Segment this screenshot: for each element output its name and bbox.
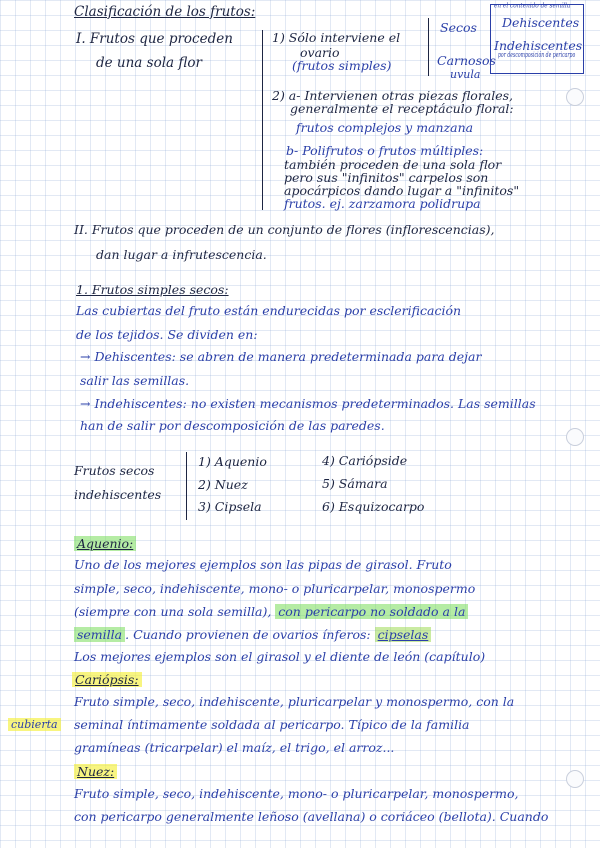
type-carnosos: Carnosos <box>437 53 496 68</box>
list-item: 6) Esquizocarpo <box>322 499 425 514</box>
item2a-line3: frutos complejos y manzana <box>296 120 474 135</box>
section3-heading: 1. Frutos simples secos: <box>76 282 229 297</box>
page-title: Clasificación de los frutos: <box>74 4 256 20</box>
indehiscentes-bracket <box>186 452 187 520</box>
item2a-line1: 2) a- Intervienen otras piezas florales, <box>272 88 514 103</box>
section3-p3-line1: → Indehiscentes: no existen mecanismos predeterminados. Las semillas <box>80 396 536 411</box>
aquenio-line3-highlight: con pericarpo no soldado a la <box>275 604 468 619</box>
cariopside-margin-word <box>8 718 61 731</box>
aquenio-line4-cipselas: cipselas <box>375 627 432 642</box>
section1-bracket <box>262 30 263 210</box>
nuez-line1: Fruto simple, seco, indehiscente, mono- o pluricarpelar, monospermo, <box>74 786 519 801</box>
aquenio-line5: Los mejores ejemplos son el girasol y el diente de león (capítulo) <box>74 649 486 664</box>
cariopside-line2: seminal íntimamente soldada al pericarpo. Típico de la familia <box>74 717 470 732</box>
binder-hole-mid <box>566 428 584 446</box>
cariopside-line1: Fruto simple, seco, indehiscente, pluricarpelar y monospermo, con la <box>74 694 515 709</box>
section3-p1-line1: Las cubiertas del fruto están endurecidas por esclerificación <box>76 303 462 318</box>
item1-line1: 1) Sólo interviene el <box>272 30 401 45</box>
types-note-top: en el contenido de semilla <box>494 2 571 11</box>
item2b-line3: pero sus "infinitos" carpelos son <box>284 170 489 185</box>
types-bracket <box>428 18 429 76</box>
nuez-line2: con pericarpo generalmente leñoso (avellana) o coriáceo (bellota). Cuando <box>74 809 549 824</box>
section1-heading-line1: I. Frutos que proceden <box>76 31 233 47</box>
types-note-mid: por descomposición de pericarpo <box>498 51 576 60</box>
aquenio-line4-highlight: semilla <box>74 627 125 642</box>
aquenio-line3-a: (siempre con una sola semilla), <box>74 604 276 619</box>
aquenio-heading-text: Aquenio: <box>74 536 136 551</box>
indehiscentes-label-line1: Frutos secos <box>74 463 155 478</box>
section3-p1-line2: de los tejidos. Se dividen en: <box>76 327 258 342</box>
aquenio-line4 <box>74 627 431 643</box>
section3-p2-line1: → Dehiscentes: se abren de manera predeterminada para dejar <box>80 349 482 364</box>
binder-hole-top <box>566 88 584 106</box>
aquenio-line2: simple, seco, indehiscente, mono- o pluricarpelar, monospermo <box>74 581 476 596</box>
aquenio-line4-b: . Cuando provienen de ovarios ínferos: <box>125 627 375 642</box>
aquenio-line1: Uno de los mejores ejemplos son las pipas de girasol. Fruto <box>74 557 452 572</box>
nuez-heading-text: Nuez: <box>74 764 117 779</box>
cariopside-heading-text: Cariópsis: <box>72 672 142 687</box>
list-item: 4) Cariópside <box>322 453 408 468</box>
list-item: 3) Cipsela <box>198 499 262 514</box>
binder-hole-bottom <box>566 770 584 788</box>
section3-p2-line2: salir las semillas. <box>80 373 190 388</box>
section1-heading-line2: de una sola flor <box>96 55 202 71</box>
type-secos: Secos <box>440 20 477 35</box>
cariopside-margin-highlight: cubierta <box>8 718 61 731</box>
item2b-line1: b- Polifrutos o frutos múltiples: <box>286 143 484 158</box>
aquenio-heading <box>74 536 136 552</box>
cariopside-line3: gramíneas (tricarpelar) el maíz, el trigo, el arroz... <box>74 740 395 755</box>
nuez-heading <box>74 764 117 780</box>
section3-p3-line2: han de salir por descomposición de las paredes. <box>80 418 385 433</box>
section2-line2: dan lugar a infrutescencia. <box>96 247 267 262</box>
type-indehiscentes: Indehiscentes <box>494 38 583 53</box>
section2-line1: II. Frutos que proceden de un conjunto de flores (inflorescencias), <box>74 222 495 237</box>
item2b-line2: también proceden de una sola flor <box>284 157 502 172</box>
item2b-line5: frutos. ej. zarzamora polidrupa <box>284 196 481 211</box>
cariopside-heading <box>72 672 142 688</box>
list-item: 2) Nuez <box>198 477 248 492</box>
indehiscentes-label-line2: indehiscentes <box>74 487 162 502</box>
item2a-line2: generalmente el receptáculo floral: <box>290 101 514 116</box>
item2b-line4: apocárpicos dando lugar a "infinitos" <box>284 183 520 198</box>
list-item: 1) Aquenio <box>198 454 267 469</box>
types-note-bottom: uvula <box>450 68 481 81</box>
aquenio-line3 <box>74 604 468 620</box>
item1-line3: (frutos simples) <box>292 58 392 73</box>
type-dehiscentes: Dehiscentes <box>502 15 580 30</box>
item1-line2: ovario <box>300 45 340 60</box>
list-item: 5) Sámara <box>322 476 388 491</box>
